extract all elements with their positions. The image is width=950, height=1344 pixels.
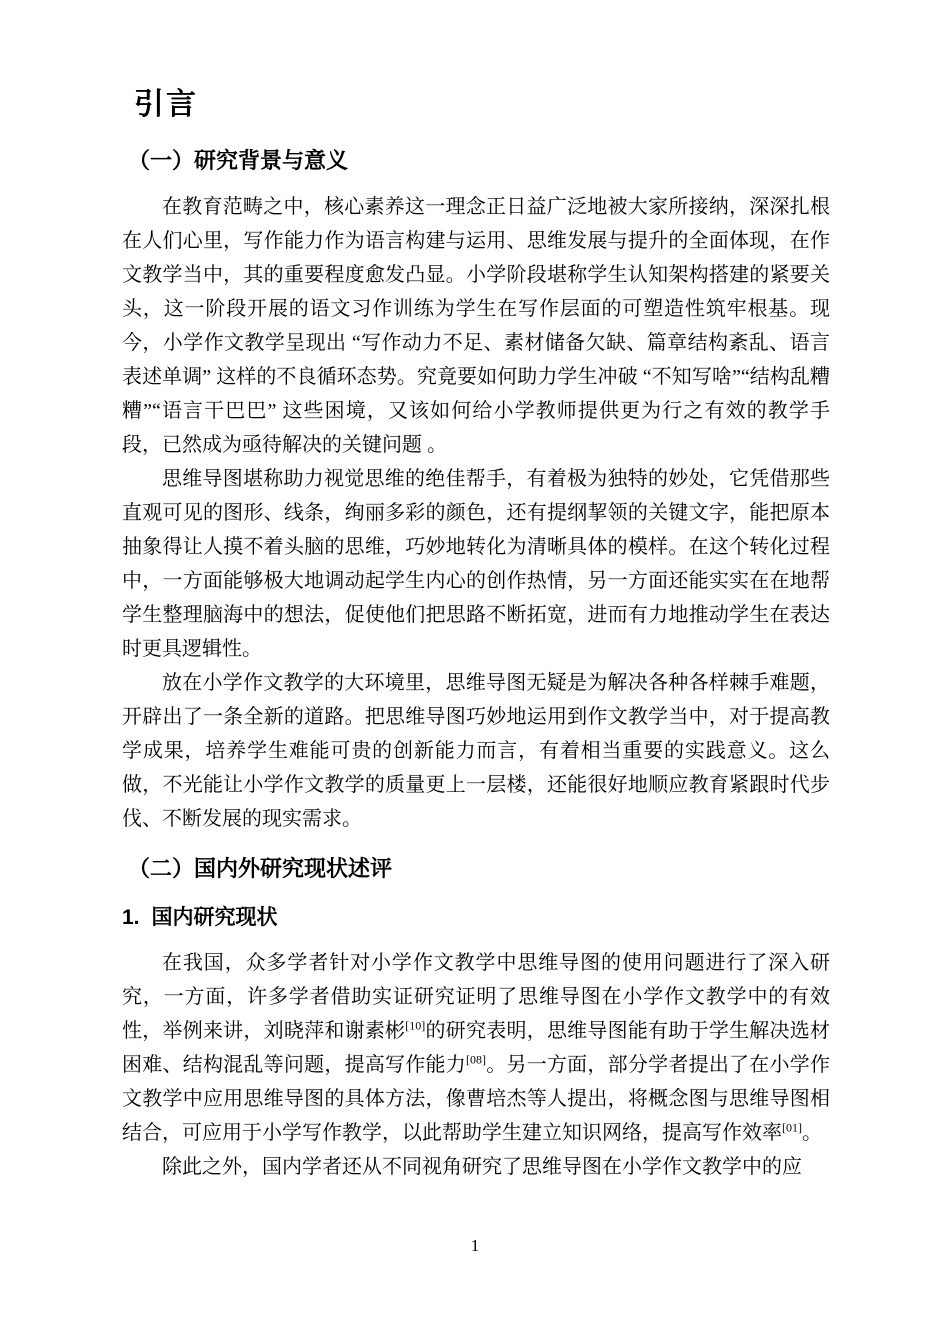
subsection-number: 1. — [122, 906, 140, 929]
paragraph-background-3: 放在小学作文教学的大环境里，思维导图无疑是为解决各种各样棘手难题，开辟出了一条全新的道路。把思维导图巧妙地运用到作文教学当中，对于提高教学成果，培养学生难能可贵的创新能力而言，有着相当重要的实践意义。这么做，不光能让小学作文教学的质量更上一层楼，还能很好地顺应教育紧跟时代步伐、不断发展的现实需求。 — [122, 672, 830, 830]
paragraph-domestic-1 — [122, 946, 830, 1150]
page-number: 1 — [470, 1236, 480, 1255]
doc-title: 引言 — [134, 88, 198, 121]
subsection-heading-domestic — [122, 904, 830, 932]
subsection-label: 国内研究现状 — [151, 906, 278, 929]
section-heading-background: （一）研究背景与意义 — [128, 148, 349, 173]
paragraph-domestic-2: 除此之外，国内学者还从不同视角研究了思维导图在小学作文教学中的应 — [162, 1156, 802, 1178]
paragraph-background-1: 在教育范畴之中，核心素养这一理念正日益广泛地被大家所接纳，深深扎根在人们心里，写作能力作为语言构建与运用、思维发展与提升的全面体现，在作文教学当中，其的重要程度愈发凸显。小学阶段堪称学生认知架构搭建的紧要关头，这一阶段开展的语文习作训练为学生在写作层面的可塑造性筑牢根基。现今，小学作文教学呈现出 “写作动力不足、素材储备欠缺、篇章结构紊乱、语言表述单调” 这样的不良循环态势。究竟要如何助力学生冲破 “不知写啥”“结构乱糟糟”“语言干巴巴” 这些困境，又该如何给小学教师提供更为行之有效的教学手段，已然成为亟待解决的关键问题 。 — [122, 196, 830, 456]
paragraph-text: 在我国，众多学者针对小学作文教学中思维导图的使用问题进行了深入研究，一方面，许多学者借助实证研究证明了思维导图在小学作文教学中的有效性，举例来讲，刘晓萍和谢素彬 — [122, 952, 830, 1042]
paragraph-text: 的研究表明，思维导图能有助于学生解决选材困难、结构混乱等问题，提高写作能力 — [122, 1020, 831, 1076]
citation-ref-10: [10] — [405, 1018, 426, 1033]
paragraph-background-2: 思维导图堪称助力视觉思维的绝佳帮手，有着极为独特的妙处，它凭借那些直观可见的图形、线条，绚丽多彩的颜色，还有提纲挈领的关键文字，能把原本抽象得让人摸不着头脑的思维，巧妙地转化为清晰具体的模样。在这个转化过程中，一方面能够极大地调动起学生内心的创作热情，另一方面还能实实在在地帮学生整理脑海中的想法，促使他们把思路不断拓宽，进而有力地推动学生在表达时更具逻辑性。 — [122, 468, 830, 660]
section-heading-review: （二）国内外研究现状述评 — [128, 856, 393, 881]
citation-ref-08: [08] — [466, 1052, 486, 1067]
paragraph-text: 。另一方面，部分学者提出了在小学作文教学中应用思维导图的具体方法，像曹培杰等人提出，将概念图与思维导图相结合，可应用于小学写作教学，以此帮助学生建立知识网络，提高写作效率 — [122, 1054, 830, 1144]
paragraph-text: 。 — [802, 1122, 822, 1144]
citation-ref-01: [01] — [782, 1120, 802, 1135]
